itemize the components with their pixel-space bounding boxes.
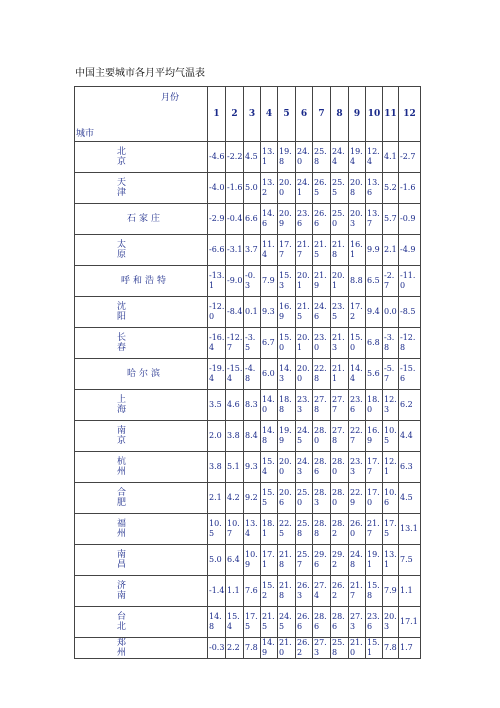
temperature-value: 15.1 [366, 638, 383, 659]
temperature-value: 24.1 [296, 173, 313, 204]
city-name: 南昌 [117, 550, 161, 570]
temperature-value: 25.5 [331, 173, 349, 204]
table-row [75, 328, 421, 359]
temperature-value: -8.4 [226, 297, 244, 328]
temperature-value: 21.3 [331, 328, 349, 359]
temperature-value: -4.6 [208, 142, 226, 173]
temperature-value: 10.7 [226, 514, 244, 545]
temperature-value: 14.8 [261, 421, 278, 452]
city-cell [75, 142, 208, 173]
temperature-value: 22.5 [278, 514, 296, 545]
temperature-value: 26.5 [313, 173, 331, 204]
city-cell [75, 297, 208, 328]
temperature-value: 24.3 [296, 452, 313, 483]
temperature-value: 17.0 [366, 483, 383, 514]
temperature-value: 6.0 [261, 359, 278, 390]
temperature-value: 4.2 [226, 483, 244, 514]
temperature-value: 6.5 [366, 266, 383, 297]
temperature-value: 13.1 [261, 142, 278, 173]
temperature-value: 21.8 [331, 235, 349, 266]
city-name: 合肥 [117, 488, 161, 508]
temperature-value: 10.9 [244, 545, 261, 576]
temperature-value: 20.0 [278, 452, 296, 483]
temperature-value: 16.9 [278, 297, 296, 328]
temperature-value: 7.8 [244, 638, 261, 659]
temperature-value: 15.2 [261, 576, 278, 607]
temperature-value: 19.9 [278, 421, 296, 452]
temperature-value: 19.4 [349, 142, 366, 173]
temperature-table [74, 86, 421, 659]
city-cell [75, 638, 208, 659]
city-cell [75, 235, 208, 266]
temperature-value: 5.0 [244, 173, 261, 204]
city-name: 上海 [117, 395, 161, 415]
temperature-value: 20.6 [278, 483, 296, 514]
temperature-value: 5.2 [383, 173, 399, 204]
temperature-value: 6.6 [244, 204, 261, 235]
table-row [75, 483, 421, 514]
temperature-value: 6.7 [261, 328, 278, 359]
table-row [75, 421, 421, 452]
temperature-value: 3.8 [226, 421, 244, 452]
table-row [75, 607, 421, 638]
temperature-value: 4.4 [399, 421, 421, 452]
temperature-value: -12.8 [399, 328, 421, 359]
city-cell [75, 328, 208, 359]
temperature-value: -8.5 [399, 297, 421, 328]
table-row [75, 545, 421, 576]
city-header-label: 城市 [76, 129, 95, 139]
temperature-value: 23.6 [366, 607, 383, 638]
city-name: 郑州 [117, 638, 161, 658]
table-row [75, 173, 421, 204]
temperature-value: 19.1 [366, 545, 383, 576]
temperature-value: 17.1 [399, 607, 421, 638]
table-row [75, 204, 421, 235]
temperature-value: 21.5 [261, 607, 278, 638]
temperature-value: 20.1 [331, 266, 349, 297]
city-name: 哈尔滨 [126, 369, 163, 379]
temperature-value: 18.0 [366, 390, 383, 421]
temperature-value: -0.9 [399, 204, 421, 235]
table-row [75, 390, 421, 421]
temperature-value: -12.0 [208, 297, 226, 328]
table-row [75, 142, 421, 173]
temperature-value: 17.5 [383, 514, 399, 545]
temperature-value: 26.6 [296, 607, 313, 638]
temperature-value: 17.5 [244, 607, 261, 638]
temperature-value: 23.3 [296, 390, 313, 421]
temperature-value: 14.8 [208, 607, 226, 638]
city-cell [75, 545, 208, 576]
temperature-value: 15.5 [261, 483, 278, 514]
temperature-value: 18.8 [278, 390, 296, 421]
temperature-value: 26.2 [296, 638, 313, 659]
temperature-value: 24.0 [296, 142, 313, 173]
temperature-value: 6.4 [226, 545, 244, 576]
temperature-value: -1.4 [208, 576, 226, 607]
temperature-value: -0.3 [244, 266, 261, 297]
temperature-value: 4.1 [383, 142, 399, 173]
corner-cell [75, 87, 208, 142]
temperature-value: 17.7 [366, 452, 383, 483]
temperature-value: 0.1 [244, 297, 261, 328]
temperature-value: 2.1 [208, 483, 226, 514]
temperature-value: 23.0 [313, 328, 331, 359]
temperature-value: 7.9 [383, 576, 399, 607]
temperature-value: 16.1 [349, 235, 366, 266]
month-header: 5 [278, 87, 296, 142]
temperature-value: -2.2 [226, 142, 244, 173]
temperature-value: 25.0 [296, 483, 313, 514]
temperature-value: 20.3 [349, 204, 366, 235]
temperature-value: 1.1 [399, 576, 421, 607]
temperature-value: 14.4 [349, 359, 366, 390]
temperature-value: 26.6 [313, 204, 331, 235]
temperature-value: 3.7 [244, 235, 261, 266]
month-header: 1 [208, 87, 226, 142]
temperature-value: 7.5 [399, 545, 421, 576]
temperature-value: 25.8 [313, 142, 331, 173]
temperature-value: 15.3 [278, 266, 296, 297]
temperature-value: 28.8 [313, 514, 331, 545]
temperature-value: 27.3 [313, 638, 331, 659]
temperature-value: 23.5 [331, 297, 349, 328]
city-cell [75, 576, 208, 607]
temperature-value: 27.4 [313, 576, 331, 607]
temperature-value: 28.6 [313, 607, 331, 638]
temperature-value: 24.6 [313, 297, 331, 328]
temperature-value: 17.1 [261, 545, 278, 576]
city-cell [75, 359, 208, 390]
temperature-value: 9.9 [366, 235, 383, 266]
temperature-value: 25.8 [331, 638, 349, 659]
city-cell [75, 607, 208, 638]
temperature-value: 24.5 [296, 421, 313, 452]
temperature-value: -12.7 [226, 328, 244, 359]
header-row [75, 87, 421, 142]
temperature-value: 8.8 [349, 266, 366, 297]
temperature-value: 13.4 [244, 514, 261, 545]
temperature-value: 7.6 [244, 576, 261, 607]
temperature-value: 20.3 [383, 607, 399, 638]
temperature-value: 18.1 [261, 514, 278, 545]
temperature-value: 28.2 [331, 514, 349, 545]
temperature-value: 25.8 [296, 514, 313, 545]
city-cell [75, 266, 208, 297]
city-cell [75, 452, 208, 483]
temperature-value: 2.0 [208, 421, 226, 452]
temperature-value: -3.5 [244, 328, 261, 359]
temperature-value: -4.9 [399, 235, 421, 266]
temperature-value: 13.2 [261, 173, 278, 204]
city-cell [75, 514, 208, 545]
temperature-value: 12.4 [366, 142, 383, 173]
temperature-value: -2.7 [399, 142, 421, 173]
temperature-value: 20.0 [296, 359, 313, 390]
temperature-value: 13.1 [399, 514, 421, 545]
temperature-value: 15.4 [261, 452, 278, 483]
temperature-value: -2.9 [208, 204, 226, 235]
temperature-value: 5.0 [208, 545, 226, 576]
temperature-value: 28.0 [331, 483, 349, 514]
temperature-value: 2.1 [383, 235, 399, 266]
temperature-value: 21.8 [278, 545, 296, 576]
temperature-value: 14.0 [261, 390, 278, 421]
month-header: 8 [331, 87, 349, 142]
temperature-value: 21.7 [366, 514, 383, 545]
month-header: 7 [313, 87, 331, 142]
city-name: 福州 [117, 519, 161, 539]
month-header: 2 [226, 87, 244, 142]
month-header: 4 [261, 87, 278, 142]
temperature-value: 21.0 [278, 638, 296, 659]
city-cell [75, 483, 208, 514]
temperature-value: 17.7 [278, 235, 296, 266]
temperature-value: 14.6 [261, 204, 278, 235]
temperature-value: 13.1 [383, 545, 399, 576]
temperature-value: 21.8 [278, 576, 296, 607]
city-cell [75, 204, 208, 235]
temperature-value: 20.1 [296, 328, 313, 359]
temperature-value: 15.4 [226, 607, 244, 638]
temperature-value: 26.2 [331, 576, 349, 607]
temperature-value: 13.6 [366, 173, 383, 204]
temperature-value: 15.0 [349, 328, 366, 359]
temperature-value: 6.8 [366, 328, 383, 359]
temperature-value: 29.6 [313, 545, 331, 576]
temperature-value: -1.6 [399, 173, 421, 204]
temperature-value: 20.8 [349, 173, 366, 204]
temperature-value: 6.3 [399, 452, 421, 483]
temperature-value: 10.6 [383, 483, 399, 514]
temperature-value: 14.3 [278, 359, 296, 390]
temperature-value: 10.5 [208, 514, 226, 545]
temperature-value: 9.2 [244, 483, 261, 514]
temperature-value: 3.8 [208, 452, 226, 483]
table-row [75, 235, 421, 266]
temperature-value: 17.2 [349, 297, 366, 328]
temperature-value: 29.2 [331, 545, 349, 576]
temperature-value: 10.5 [383, 421, 399, 452]
city-name: 天津 [117, 178, 161, 198]
page-title: 中国主要城市各月平均气温表 [75, 68, 205, 79]
temperature-value: 1.1 [226, 576, 244, 607]
temperature-value: 24.4 [331, 142, 349, 173]
temperature-value: 11.4 [261, 235, 278, 266]
temperature-value: 9.3 [261, 297, 278, 328]
temperature-value: 1.7 [399, 638, 421, 659]
temperature-value: -19.4 [208, 359, 226, 390]
temperature-value: -15.4 [226, 359, 244, 390]
temperature-value: 7.8 [383, 638, 399, 659]
table-row [75, 514, 421, 545]
temperature-value: 21.5 [296, 297, 313, 328]
temperature-value: 21.9 [313, 266, 331, 297]
city-name: 杭州 [117, 457, 161, 477]
temperature-value: -4.8 [244, 359, 261, 390]
temperature-value: 21.5 [313, 235, 331, 266]
temperature-value: 26.3 [296, 576, 313, 607]
city-cell [75, 421, 208, 452]
temperature-value: 19.8 [278, 142, 296, 173]
temperature-value: 3.5 [208, 390, 226, 421]
temperature-value: 21.0 [349, 638, 366, 659]
temperature-value: -4.0 [208, 173, 226, 204]
temperature-value: 14.9 [261, 638, 278, 659]
temperature-value: -5.7 [383, 359, 399, 390]
table-row [75, 266, 421, 297]
city-name: 呼和浩特 [120, 276, 169, 286]
temperature-value: 26.0 [349, 514, 366, 545]
table-row [75, 297, 421, 328]
city-name: 北京 [117, 147, 161, 167]
month-header: 12 [399, 87, 421, 142]
temperature-value: -15.6 [399, 359, 421, 390]
temperature-value: 27.3 [349, 607, 366, 638]
city-name: 太原 [117, 240, 161, 260]
temperature-value: 16.9 [366, 421, 383, 452]
temperature-value: 9.4 [366, 297, 383, 328]
month-header: 10 [366, 87, 383, 142]
temperature-value: 21.7 [349, 576, 366, 607]
temperature-value: 9.3 [244, 452, 261, 483]
table-row [75, 576, 421, 607]
temperature-value: 12.3 [383, 390, 399, 421]
temperature-value: 5.7 [383, 204, 399, 235]
temperature-value: 21.1 [331, 359, 349, 390]
month-header-label: 月份 [160, 93, 179, 103]
table-row [75, 452, 421, 483]
city-name: 长春 [117, 333, 161, 353]
city-name: 沈阳 [117, 302, 161, 322]
temperature-value: 25.7 [296, 545, 313, 576]
temperature-value: 13.7 [366, 204, 383, 235]
temperature-value: 7.9 [261, 266, 278, 297]
temperature-value: -1.6 [226, 173, 244, 204]
temperature-value: 24.8 [349, 545, 366, 576]
temperature-value: 27.8 [313, 390, 331, 421]
temperature-value: 25.0 [331, 204, 349, 235]
temperature-value: 4.5 [244, 142, 261, 173]
temperature-value: 28.6 [331, 607, 349, 638]
temperature-value: 28.3 [313, 483, 331, 514]
month-header: 6 [296, 87, 313, 142]
temperature-value: 23.3 [349, 452, 366, 483]
temperature-value: -9.0 [226, 266, 244, 297]
temperature-value: 5.1 [226, 452, 244, 483]
month-header: 11 [383, 87, 399, 142]
temperature-value: -0.4 [226, 204, 244, 235]
temperature-value: 23.6 [349, 390, 366, 421]
month-header: 9 [349, 87, 366, 142]
city-name: 济南 [117, 581, 161, 601]
temperature-value: 22.9 [349, 483, 366, 514]
month-header: 3 [244, 87, 261, 142]
city-cell [75, 390, 208, 421]
temperature-value: 20.1 [296, 266, 313, 297]
temperature-value: 4.6 [226, 390, 244, 421]
temperature-value: 6.2 [399, 390, 421, 421]
temperature-value: -11.0 [399, 266, 421, 297]
temperature-value: 21.7 [296, 235, 313, 266]
temperature-value: -0.3 [208, 638, 226, 659]
temperature-value: 4.5 [399, 483, 421, 514]
city-cell [75, 173, 208, 204]
temperature-value: 15.8 [366, 576, 383, 607]
city-name: 台北 [117, 612, 161, 632]
temperature-value: 8.3 [244, 390, 261, 421]
temperature-value: 28.0 [331, 452, 349, 483]
temperature-value: 22.7 [349, 421, 366, 452]
temperature-value: -2.7 [383, 266, 399, 297]
temperature-value: 23.6 [296, 204, 313, 235]
temperature-value: -3.8 [383, 328, 399, 359]
city-name: 南京 [117, 426, 161, 446]
temperature-value: 22.8 [313, 359, 331, 390]
temperature-value: -16.4 [208, 328, 226, 359]
temperature-value: -3.1 [226, 235, 244, 266]
temperature-value: 27.8 [331, 421, 349, 452]
table-row [75, 638, 421, 659]
city-name: 石家庄 [126, 214, 163, 224]
temperature-value: 20.9 [278, 204, 296, 235]
temperature-value: 5.6 [366, 359, 383, 390]
temperature-value: -6.6 [208, 235, 226, 266]
temperature-value: 24.5 [278, 607, 296, 638]
temperature-value: 15.0 [278, 328, 296, 359]
table-row [75, 359, 421, 390]
temperature-value: 8.4 [244, 421, 261, 452]
temperature-value: 12.1 [383, 452, 399, 483]
temperature-value: 20.0 [278, 173, 296, 204]
temperature-value: 28.6 [313, 452, 331, 483]
temperature-value: 27.7 [331, 390, 349, 421]
temperature-value: 28.0 [313, 421, 331, 452]
temperature-value: 0.0 [383, 297, 399, 328]
temperature-value: -13.1 [208, 266, 226, 297]
temperature-value: 2.2 [226, 638, 244, 659]
